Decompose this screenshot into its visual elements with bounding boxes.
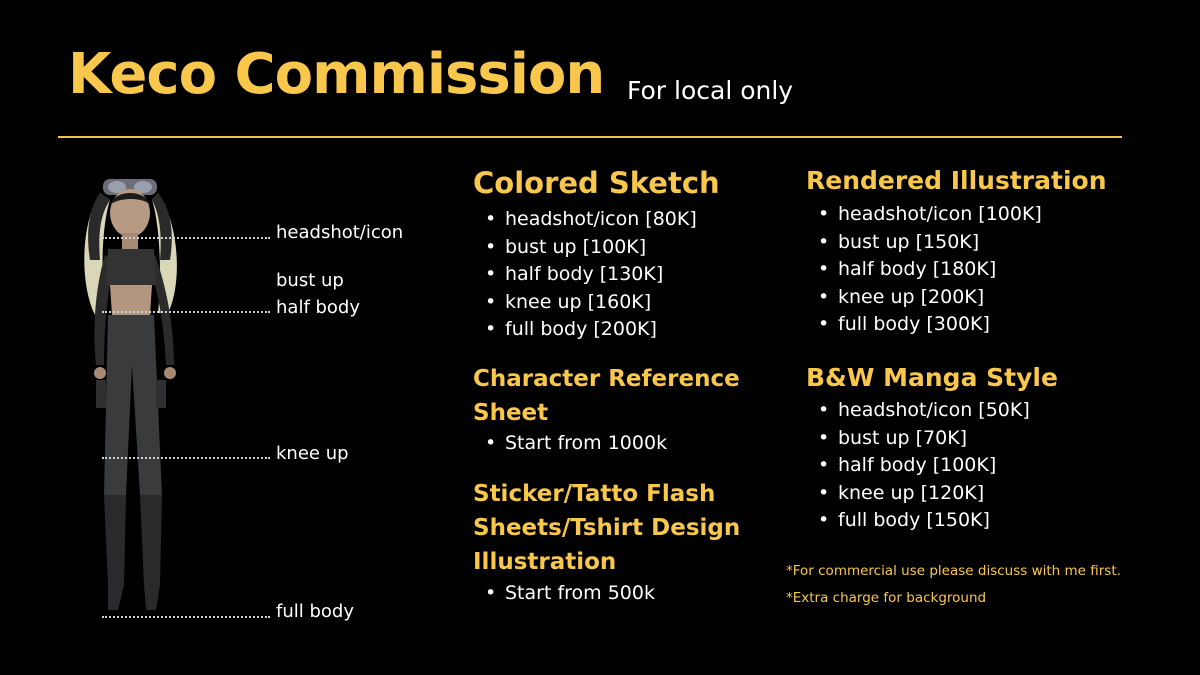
guide-label-headshot: headshot/icon — [276, 222, 404, 243]
list-item: • bust up [100K] — [473, 234, 697, 262]
list-item: • Start from 500k — [473, 580, 655, 608]
page-title: Keco Commission — [68, 42, 605, 107]
list-item: • knee up [160K] — [473, 289, 697, 317]
sticker-title-line3: Illustration — [473, 549, 617, 575]
sticker-title-line2: Sheets/Tshirt Design — [473, 515, 741, 541]
right-boot — [140, 495, 162, 610]
crop-top — [106, 249, 156, 285]
list-item: • bust up [150K] — [806, 229, 1042, 257]
list-item: • headshot/icon [100K] — [806, 201, 1042, 229]
list-item: • half body [180K] — [806, 256, 1042, 284]
manga-style-title: B&W Manga Style — [806, 363, 1058, 392]
rendered-illustration-title: Rendered Illustration — [806, 166, 1107, 195]
list-item: • knee up [200K] — [806, 284, 1042, 312]
character-figure — [70, 165, 200, 620]
list-item: • half body [100K] — [806, 452, 1030, 480]
list-item: • Start from 1000k — [473, 430, 667, 458]
character-reference-list — [473, 430, 667, 458]
list-item: • headshot/icon [80K] — [473, 206, 697, 234]
list-item: • bust up [70K] — [806, 425, 1030, 453]
guide-label-knee-up: knee up — [276, 443, 349, 464]
commercial-note: *For commercial use please discuss with me first. — [786, 563, 1121, 579]
left-boot — [104, 495, 126, 610]
guide-label-bust-up: bust up — [276, 270, 344, 291]
background-note: *Extra charge for background — [786, 590, 987, 606]
list-item: • full body [200K] — [473, 316, 697, 344]
half-body-guide-line — [102, 311, 270, 313]
guide-label-full-body: full body — [276, 601, 354, 622]
cargo-pants — [104, 315, 162, 495]
full-body-guide-line — [102, 616, 270, 618]
colored-sketch-list — [473, 206, 697, 344]
manga-style-list — [806, 397, 1030, 535]
list-item: • full body [300K] — [806, 311, 1042, 339]
character-reference-title-line1: Character Reference — [473, 366, 740, 392]
headshot-guide-line — [102, 237, 270, 239]
header-divider — [58, 136, 1122, 138]
rendered-illustration-list — [806, 201, 1042, 339]
list-item: • knee up [120K] — [806, 480, 1030, 508]
character-reference-title-line2: Sheet — [473, 400, 549, 426]
sticker-title-line1: Sticker/Tatto Flash — [473, 481, 716, 507]
list-item: • full body [150K] — [806, 507, 1030, 535]
sticker-list — [473, 580, 655, 608]
list-item: • half body [130K] — [473, 261, 697, 289]
guide-label-half-body: half body — [276, 297, 361, 318]
list-item: • headshot/icon [50K] — [806, 397, 1030, 425]
knee-up-guide-line — [102, 457, 270, 459]
page-subtitle: For local only — [627, 76, 794, 105]
colored-sketch-title: Colored Sketch — [473, 166, 720, 200]
